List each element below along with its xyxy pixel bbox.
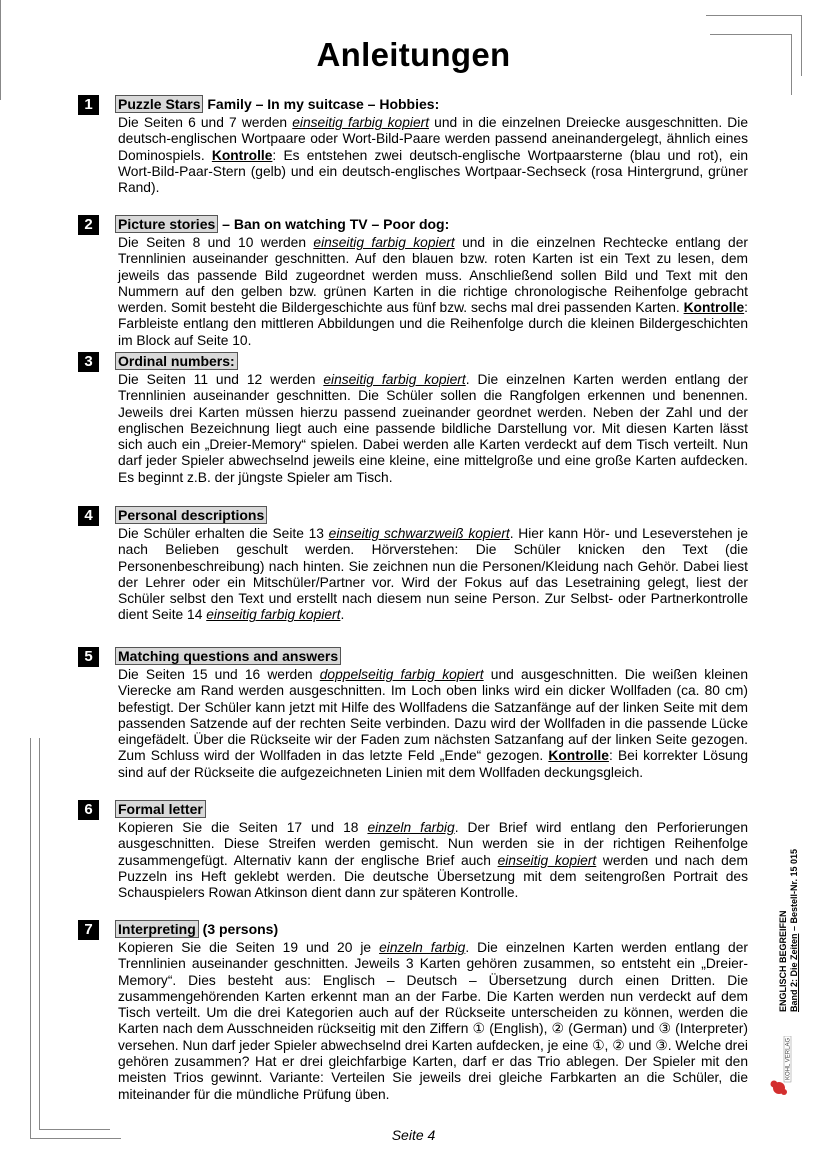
page-number: Seite 4 bbox=[391, 1127, 436, 1143]
body-text: und in die einzelnen Dreiecke ausgeschnitten. Die deutsch-englischen Wortpaare oder Wort-Bild-Paare werden passend aneinandergelegt, ähnlich eines Dominospiels. bbox=[118, 115, 748, 163]
copy-instruction: einseitig farbig kopiert bbox=[206, 607, 341, 623]
section-number: 7 bbox=[78, 920, 99, 940]
section-heading-label: Ordinal numbers: bbox=[115, 352, 238, 370]
section-number: 2 bbox=[78, 215, 99, 235]
section-body bbox=[118, 372, 748, 486]
kontrolle-keyword: Kontrolle bbox=[548, 748, 609, 764]
copy-instruction: einseitig farbig kopiert bbox=[313, 235, 455, 250]
copy-instruction: einzeln farbig bbox=[367, 820, 455, 835]
page-title: Anleitungen bbox=[316, 36, 511, 73]
body-text: und in die einzelnen Rechtecke entlang der Trennlinien auseinander geschnitten. Auf den blauen bzw. roten Karten ist ein Text zu lesen, dem jeweils das passende Bild zugeordnet werden muss. Anschließend sollen Bild und Text mit den Nummern auf den gelben bzw. grünen Karten in die richtige chronologische Reihenfolge gebracht werden. Somit besteht die Bildergeschichte aus fünf bzw. sechs mal drei passenden Karten. bbox=[118, 235, 748, 316]
section-body bbox=[118, 526, 748, 624]
volume-title: Band 2: Die Zeiten bbox=[789, 933, 799, 1012]
series-title: ENGLISCH BEGREIFEN bbox=[778, 910, 788, 1012]
section-heading-subtitle: (3 persons) bbox=[198, 921, 279, 937]
section-heading-subtitle: – Ban on watching TV – Poor dog: bbox=[218, 216, 450, 232]
body-text: und ausgeschnitten. Die weißen kleinen Vierecke am Rand werden ausgeschnitten. Im Loch oben links wird ein dicker Wollfaden (ca. 80 cm) befestigt. Der Schüler kann jetzt mit Hilfe des Wollfadens die Satzanfänge auf der linken Seite mit dem passenden Satzende auf der rechten Seite verbinden. Dazu wird der Wollfaden in die passende Lücke eingefädelt. Über die Rückseite wir der Faden zum nächsten Satzanfang auf der linken Seite gezogen. Zum Schluss wird der Wollfaden in das letzte Feld „Ende“ gezogen. bbox=[118, 667, 749, 764]
body-text: : Farbleiste entlang den mittleren Abbildungen und die Reihenfolge durch die kleinen Bildergeschichten im Block auf Seite 10. bbox=[118, 300, 748, 348]
section-number: 3 bbox=[78, 352, 99, 372]
section-heading bbox=[115, 647, 341, 665]
section-heading bbox=[115, 95, 439, 113]
section-body bbox=[118, 667, 748, 781]
section-number: 5 bbox=[78, 647, 99, 667]
section-heading-label: Personal descriptions bbox=[115, 506, 267, 524]
section-heading-label: Puzzle Stars bbox=[115, 95, 203, 113]
body-text: Die Seiten 11 und 12 werden bbox=[118, 372, 324, 387]
order-number: – Bestell-Nr. 15 015 bbox=[789, 848, 799, 934]
body-text: Die Seiten 6 und 7 werden bbox=[118, 115, 293, 130]
frame-corner-bottom-left-inner bbox=[39, 738, 110, 1130]
body-text: werden und nach dem Puzzeln ins Heft geklebt werden. Die deutsche Übersetzung mit dem seitengroßen Portrait des Schauspielers Rowan Atkinson dient dann zur späteren Kontrolle. bbox=[118, 852, 748, 901]
body-text: Kopieren Sie die Seiten 17 und 18 bbox=[118, 820, 368, 835]
body-text: Kopieren Sie die Seiten 19 und 20 je bbox=[118, 940, 380, 955]
publisher-logo bbox=[768, 1036, 792, 1098]
kontrolle-keyword: Kontrolle bbox=[683, 300, 745, 316]
copy-instruction: einseitig kopiert bbox=[497, 852, 597, 868]
copy-instruction: einseitig farbig kopiert bbox=[323, 372, 466, 387]
publisher-name: KOHL VERLAG bbox=[785, 1037, 792, 1080]
section-heading-label: Picture stories bbox=[115, 215, 218, 233]
section-heading-subtitle: Family – In my suitcase – Hobbies: bbox=[203, 96, 440, 112]
section-heading bbox=[115, 352, 238, 370]
copy-instruction: einzeln farbig bbox=[379, 940, 466, 955]
body-text: . Hier kann Hör- und Leseverstehen je nach Belieben geschult werden. Hörverstehen: Die Schüler knicken den Text (die Personenbeschreibung) nach hinten. Sie zeichnen nun die Personen/Kleidung nach Gehör. Dabei liest der Lehrer oder ein Mitschüler/Partner vor. Wird der Fokus auf das Lesetraining gelegt, liest der Schüler selbst den Text und erstellt nach diesem nun seine Person. Zur Selbst- oder Partnerkontrolle dient Seite 14 bbox=[118, 526, 748, 623]
body-text: Die Schüler erhalten die Seite 13 bbox=[118, 526, 329, 541]
section-number: 1 bbox=[78, 95, 99, 115]
volume-order-line bbox=[789, 849, 800, 1012]
side-label bbox=[778, 849, 800, 1012]
section-body bbox=[118, 115, 748, 196]
copy-instruction: einseitig schwarzweiß kopiert bbox=[328, 526, 510, 541]
section-heading bbox=[115, 506, 267, 524]
copy-instruction: einseitig farbig kopiert bbox=[292, 115, 430, 130]
section-body bbox=[118, 940, 748, 1103]
body-text: : Bei korrekter Lösung sind auf der Rückseite die aufgezeichneten Linien mit dem Wollfaden deckungsgleich. bbox=[118, 748, 748, 780]
section-heading-label: Matching questions and answers bbox=[115, 647, 341, 665]
body-text: : Es entstehen zwei deutsch-englische Wortpaarsterne (blau und rot), ein Wort-Bild-Paar-Stern (gelb) und ein deutsch-englisches Wortpaar-Sechseck (rosa Hintergrund, grüner Rand). bbox=[118, 147, 749, 196]
section-heading-label: Formal letter bbox=[115, 800, 206, 818]
body-text: . Die einzelnen Karten werden entlang der Trennlinien auseinander geschnitten. Jeweils 3 Karten gehören zusammen, so entsteht ein „Dreier-Memory“. Dies besteht aus: Englisch – Deutsch – Übersetzung durch einen Dritten. Die zusammengehörenden Karten erkennt man an der Farbe. Die Karten werden nun verdeckt auf dem Tisch verteilt. Um die drei Kategorien auch auf der Rückseite unterscheiden zu können, werden die Karten nach dem Ausschneiden rückseitig mit den Ziffern ① (English), ② (German) und ③ (Interpreter) versehen. Nun darf jeder Spieler abwechselnd drei Karten aufdecken, je eine ①, ② und ③. Welche drei gehören zusammen? Hat er drei gleichfarbige Karten, darf er das Trio ablegen. Der Spieler mit den meisten Trios gewinnt. Variante: Verteilen Sie jeweils drei gleiche Farbkarten an die Schüler, die miteinander für die mündliche Prüfung üben. bbox=[118, 940, 748, 1102]
body-text: Die Seiten 15 und 16 werden bbox=[118, 667, 320, 682]
section-heading bbox=[115, 800, 206, 818]
section-heading-label: Interpreting bbox=[115, 920, 199, 938]
section-body bbox=[118, 820, 748, 901]
body-text: Die Seiten 8 und 10 werden bbox=[118, 235, 314, 250]
section-heading bbox=[115, 920, 278, 938]
kontrolle-keyword: Kontrolle bbox=[211, 147, 273, 163]
section-heading bbox=[115, 215, 449, 233]
copy-instruction: doppelseitig farbig kopiert bbox=[319, 667, 484, 682]
body-text: . Der Brief wird entlang den Perforierungen ausgeschnitten. Diese Streifen werden gemischt. Nun werden sie in der richtigen Reihenfolge zusammengefügt. Alternativ kann der englische Brief auch bbox=[118, 820, 748, 868]
body-text: . Die einzelnen Karten werden entlang der Trennlinien auseinander geschnitten. Die Schüler sollen die Rangfolgen erkennen und benennen. Jeweils drei Karten müssen hierzu passend zueinander geordnet werden. Neben der Zahl und der englischen Bezeichnung liegt auch eine passende bildliche Darstellung vor. Mit diesen Karten lässt sich auch ein „Dreier-Memory“ spielen. Dabei werden alle Karten verdeckt auf dem Tisch verteilt. Nun darf jeder Spieler abwechselnd jeweils eine kleine, eine mittelgroße und eine große Karten aufdecken. Es beginnt z.B. der jüngste Spieler am Tisch. bbox=[118, 372, 748, 485]
section-number: 6 bbox=[78, 800, 99, 820]
section-number: 4 bbox=[78, 506, 99, 526]
section-body bbox=[118, 235, 748, 349]
body-text: . bbox=[340, 607, 345, 623]
